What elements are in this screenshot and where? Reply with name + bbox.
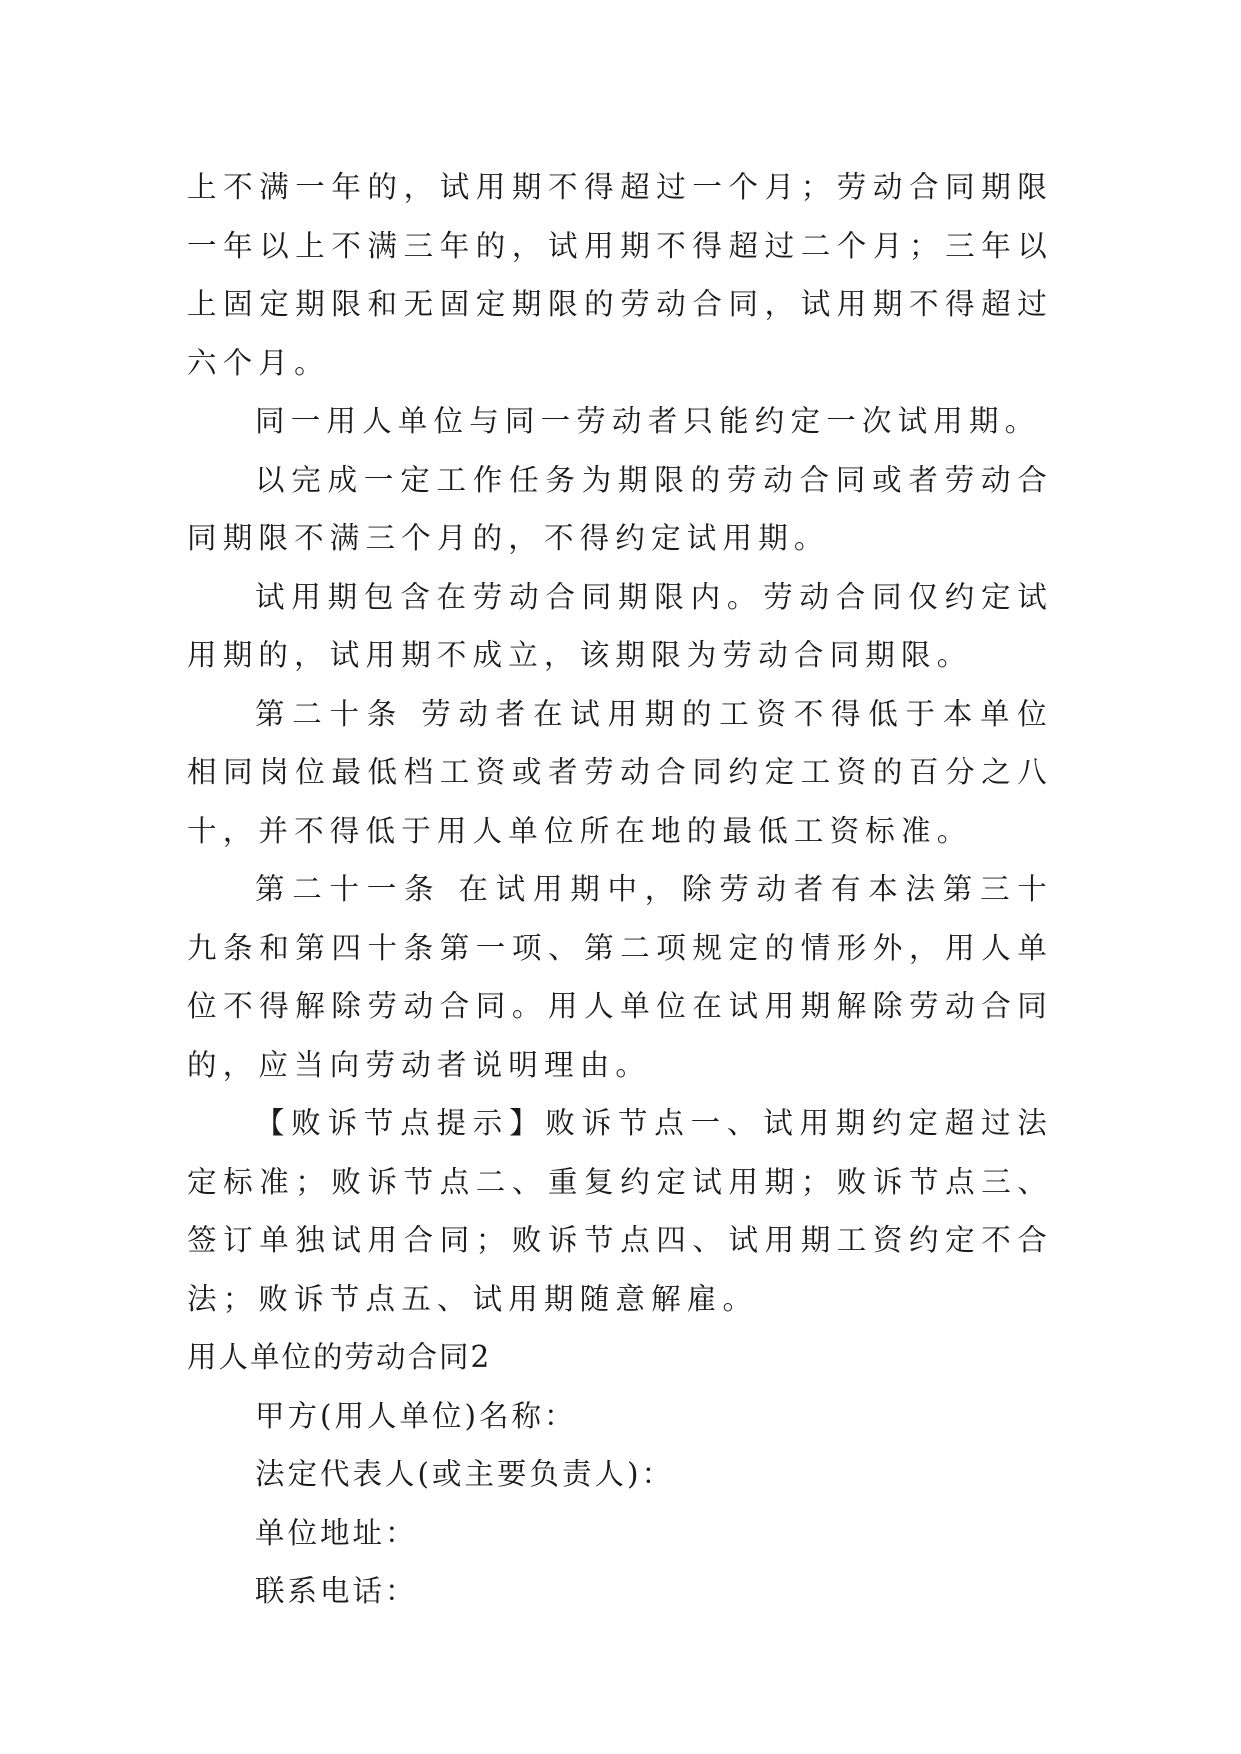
- field-unit-address: 单位地址：: [255, 1515, 418, 1550]
- field-legal-representative: 法定代表人(或主要负责人)：: [255, 1457, 675, 1491]
- paragraph-probation-within-term: 试用期包含在劳动合同期限内。劳动合同仅约定试用期的，试用期不成立，该期限为劳动合同期限。: [187, 579, 1053, 672]
- paragraph-probation-limits: 上不满一年的，试用期不得超过一个月；劳动合同期限一年以上不满三年的，试用期不得超过二个月；三年以上固定期限和无固定期限的劳动合同，试用期不得超过六个月。: [187, 170, 1053, 380]
- field-party-a-name: 甲方(用人单位)名称：: [255, 1398, 577, 1433]
- document-body: [187, 158, 1053, 1621]
- paragraph-article-20: 第二十条 劳动者在试用期的工资不得低于本单位相同岗位最低档工资或者劳动合同约定工资的百分之八十，并不得低于用人单位所在地的最低工资标准。: [187, 696, 1053, 848]
- field-contact-phone: 联系电话：: [255, 1574, 418, 1608]
- paragraph-no-probation: 以完成一定工作任务为期限的劳动合同或者劳动合同期限不满三个月的，不得约定试用期。: [187, 462, 1053, 555]
- paragraph-single-probation: 同一用人单位与同一劳动者只能约定一次试用期。: [255, 404, 1041, 438]
- section-heading: 用人单位的劳动合同2: [187, 1340, 492, 1374]
- paragraph-loss-points: 【败诉节点提示】败诉节点一、试用期约定超过法定标准；败诉节点二、重复约定试用期；败诉节点三、签订单独试用合同；败诉节点四、试用期工资约定不合法；败诉节点五、试用期随意解雇。: [187, 1106, 1053, 1316]
- paragraph-article-21: 第二十一条 在试用期中，除劳动者有本法第三十九条和第四十条第一项、第二项规定的情形外，用人单位不得解除劳动合同。用人单位在试用期解除劳动合同的，应当向劳动者说明理由。: [187, 872, 1053, 1082]
